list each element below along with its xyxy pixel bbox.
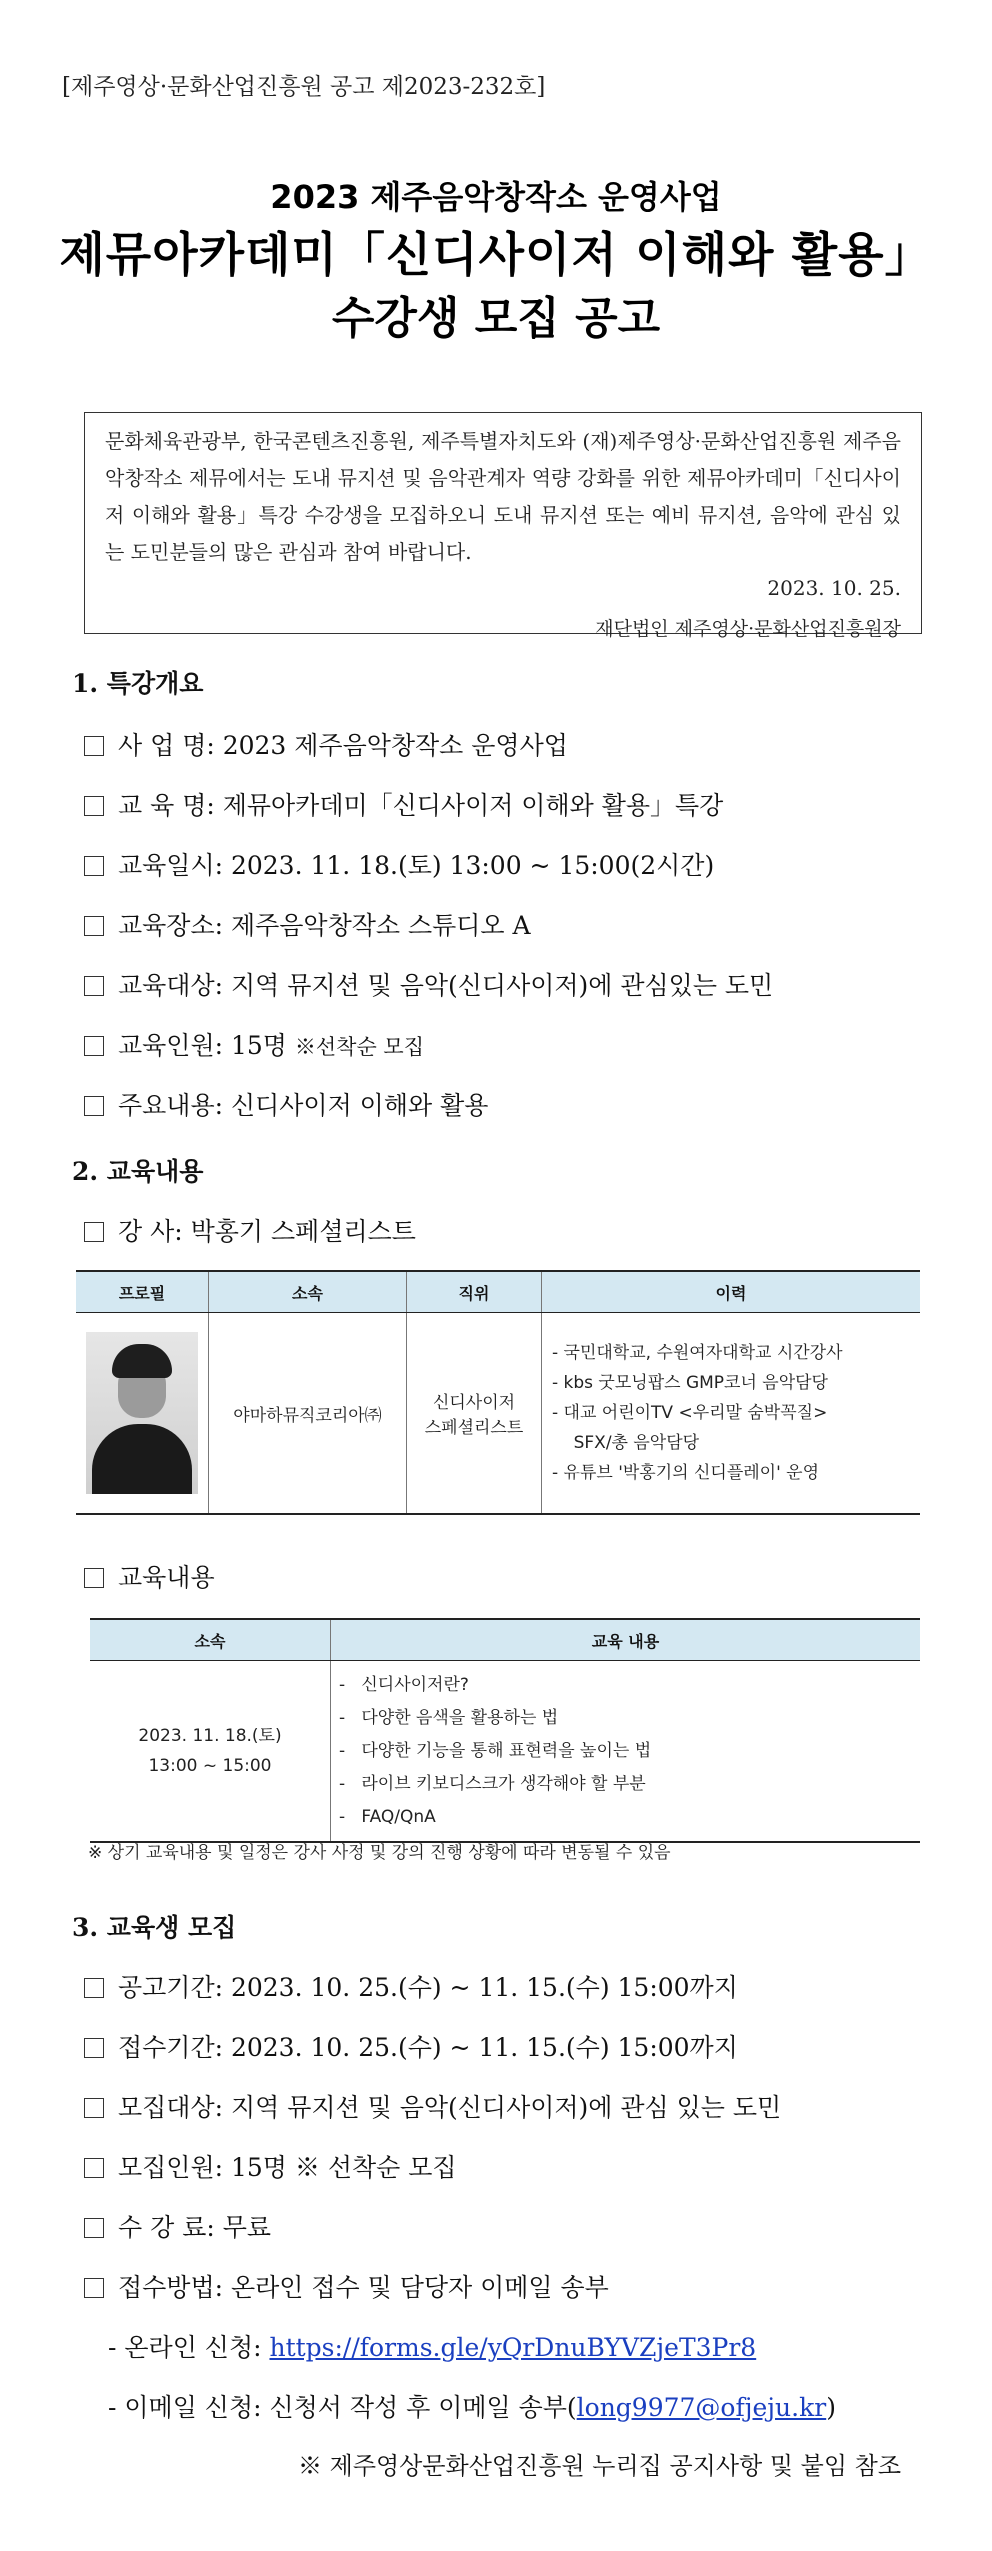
recruit-item: 공고기간: 2023. 10. 25.(수) ~ 11. 15.(수) 15:00까지 [84,1968,738,2004]
checkbox-icon [84,916,104,936]
overview-item: 교 육 명: 제뮤아카데미「신디사이저 이해와 활용」특강 [84,786,723,822]
col-header: 직위 [407,1271,542,1313]
career-line: SFX/총 음악담당 [552,1433,700,1453]
section1-heading: 1. 특강개요 [72,669,204,698]
checkbox-icon [84,2158,104,2178]
affiliation-cell: 야마하뮤직코리아㈜ [209,1313,407,1515]
checkbox-icon [84,1096,104,1116]
career-line: - 유튜브 '박홍기의 신디플레이' 운영 [552,1463,820,1483]
checkbox-icon [84,2278,104,2298]
overview-item: 사 업 명: 2023 제주음악창작소 운영사업 [84,726,568,762]
section2-heading: 2. 교육내용 [72,1157,204,1186]
col-header: 프로필 [76,1271,209,1313]
table-row [90,1661,920,1843]
overview-item: 교육일시: 2023. 11. 18.(토) 13:00 ~ 15:00(2시간) [84,846,714,882]
checkbox-icon [84,796,104,816]
col-header: 교육 내용 [331,1619,921,1661]
career-line: - 국민대학교, 수원여자대학교 시간강사 [552,1343,843,1363]
recruit-item: 접수방법: 온라인 접수 및 담당자 이메일 송부 [84,2268,609,2304]
title-line-1: 2023 제주음악창작소 운영사업 [270,178,722,216]
col-header: 소속 [209,1271,407,1313]
intro-date: 2023. 10. 25. [767,576,901,600]
checkbox-icon [84,1978,104,1998]
col-header: 이력 [542,1271,921,1313]
checkbox-icon [84,2038,104,2058]
overview-item: 주요내용: 신디사이저 이해와 활용 [84,1086,488,1122]
title-line-2: 제뮤아카데미「신디사이저 이해와 활용」 [59,228,933,283]
recruit-item: 모집인원: 15명 ※ 선착순 모집 [84,2148,457,2184]
career-line: - kbs 굿모닝팝스 GMP코너 음악담당 [552,1373,828,1393]
first-come-note: ※선착순 모집 [294,1035,424,1059]
content-line: - 신디사이저란? [339,1674,469,1695]
overview-item: 교육인원: 15명 ※선착순 모집 [84,1026,424,1062]
notice-number: [제주영상·문화산업진흥원 공고 제2023-232호] [62,74,546,100]
contents-cell [331,1661,921,1843]
instructor-photo [86,1332,198,1494]
checkbox-icon [84,1036,104,1056]
reference-note: ※ 제주영상문화산업진흥원 누리집 공지사항 및 붙임 참조 [298,2452,902,2480]
position-cell: 신디사이저 스페셜리스트 [407,1313,542,1515]
col-header: 소속 [90,1619,331,1661]
career-cell [542,1313,921,1515]
overview-item: 교육장소: 제주음악창작소 스튜디오 A [84,906,531,942]
intro-text: 문화체육관광부, 한국콘텐츠진흥원, 제주특별자치도와 (재)제주영상·문화산업진흥원 제주음악창작소 제뮤에서는 도내 뮤지션 및 음악관계자 역량 강화를 위한 제뮤아카데미「신디사이저 이해와 활용」특강 수강생을 모집하오니 도내 뮤지션 또는 예비 뮤지션, 음악에 관심 있는 도민분들의 많은 관심과 참여 바랍니다. [105,429,901,564]
recruit-item: 수 강 료: 무료 [84,2208,271,2244]
checkbox-icon [84,1222,104,1242]
recruit-item: 접수기간: 2023. 10. 25.(수) ~ 11. 15.(수) 15:00까지 [84,2028,738,2064]
intro-box [84,412,922,640]
checkbox-icon [84,736,104,756]
profile-cell [76,1313,209,1515]
table-row [76,1313,920,1515]
schedule-cell: 2023. 11. 18.(토) 13:00 ~ 15:00 [90,1661,331,1843]
email-link[interactable]: long9977@ofjeju.kr [576,2393,827,2422]
content-item: 교육내용 [84,1558,215,1594]
checkbox-icon [84,1568,104,1588]
checkbox-icon [84,856,104,876]
online-form-link[interactable]: https://forms.gle/yQrDnuBYVZjeT3Pr8 [269,2333,757,2362]
checkbox-icon [84,976,104,996]
checkbox-icon [84,2098,104,2118]
content-line: - FAQ/QnA [339,1806,436,1827]
checkbox-icon [84,2218,104,2238]
content-line: - 다양한 기능을 통해 표현력을 높이는 법 [339,1740,652,1761]
title-line-3: 수강생 모집 공고 [331,293,661,344]
intro-org: 재단법인 제주영상·문화산업진흥원장 [595,618,901,640]
online-apply: - 온라인 신청: https://forms.gle/yQrDnuBYVZjeT3Pr8 [108,2333,757,2362]
career-line: - 대교 어린이TV <우리말 숨박꼭질> [552,1403,828,1423]
instructor-item: 강 사: 박홍기 스페셜리스트 [84,1212,416,1248]
recruit-item: 모집대상: 지역 뮤지션 및 음악(신디사이저)에 관심 있는 도민 [84,2088,781,2124]
content-line: - 라이브 키보디스크가 생각해야 할 부분 [339,1773,646,1794]
overview-item: 교육대상: 지역 뮤지션 및 음악(신디사이저)에 관심있는 도민 [84,966,773,1002]
content-table [90,1618,920,1843]
content-line: - 다양한 음색을 활용하는 법 [339,1707,559,1728]
instructor-table [76,1270,920,1515]
email-apply: - 이메일 신청: 신청서 작성 후 이메일 송부(long9977@ofjeju.kr) [108,2393,836,2422]
section3-heading: 3. 교육생 모집 [72,1913,237,1942]
schedule-note: ※ 상기 교육내용 및 일정은 강사 사정 및 강의 진행 상황에 따라 변동될 수 있음 [88,1843,671,1863]
